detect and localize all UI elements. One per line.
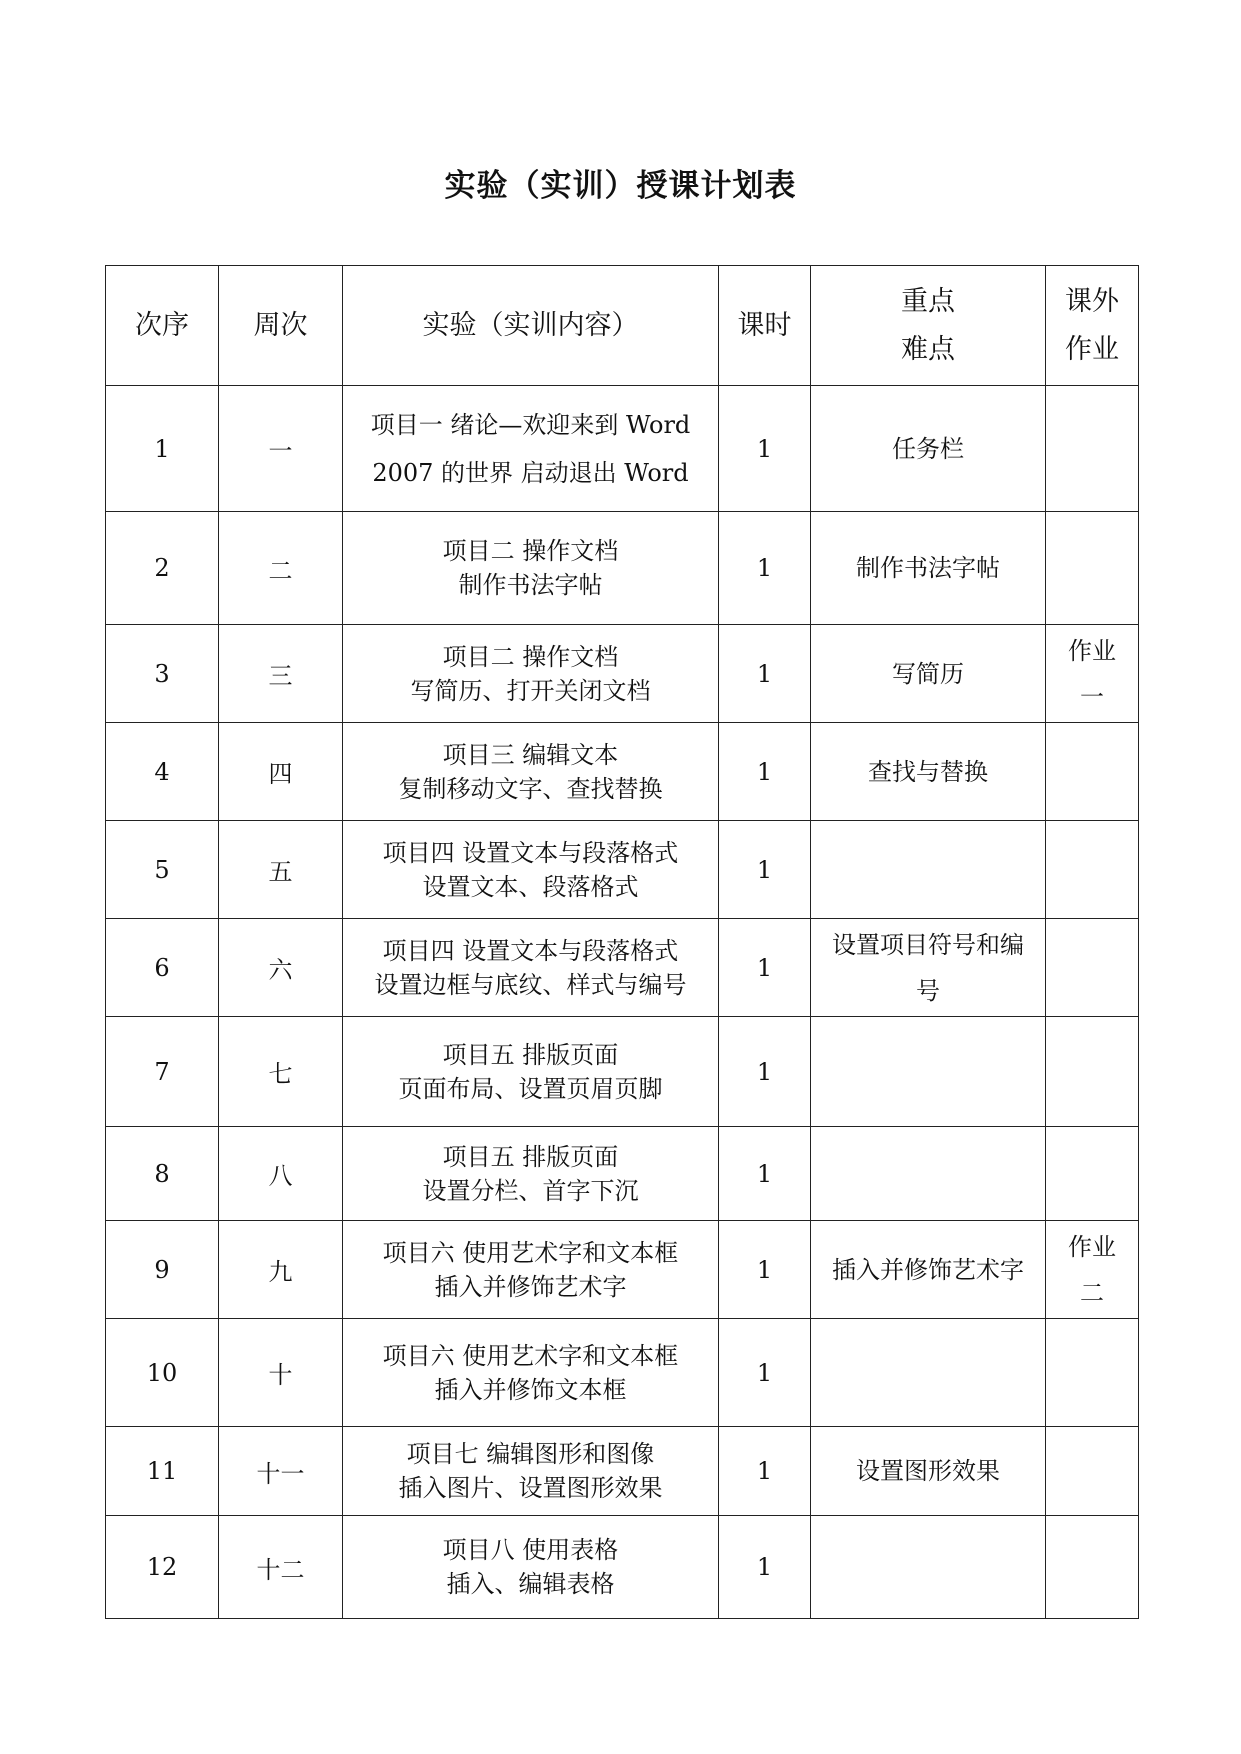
cell-homework (1046, 386, 1139, 512)
cell-content-line1: 项目四 设置文本与段落格式 (382, 936, 679, 965)
cell-focus-line1: 制作书法字帖 (856, 554, 1000, 582)
cell-homework (1046, 1221, 1139, 1319)
cell-focus (811, 919, 1046, 1017)
cell-content (343, 1427, 719, 1516)
header-focus (811, 266, 1046, 386)
cell-focus-line2: 号 (916, 976, 940, 1005)
cell-focus (811, 1221, 1046, 1319)
header-hours: 课时 (719, 266, 811, 386)
cell-content (343, 1127, 719, 1221)
header-index: 次序 (106, 266, 219, 386)
cell-week: 九 (219, 1221, 343, 1319)
table-row (106, 512, 1139, 625)
cell-week: 十二 (219, 1516, 343, 1619)
table-row (106, 386, 1139, 512)
cell-focus (811, 512, 1046, 625)
cell-content-line2: 设置分栏、首字下沉 (422, 1176, 639, 1205)
cell-hours: 1 (719, 1427, 811, 1516)
cell-week: 八 (219, 1127, 343, 1221)
cell-homework-line1: 作业 (1068, 1232, 1116, 1261)
header-week: 周次 (219, 266, 343, 386)
header-focus-line1: 重点 (901, 285, 955, 317)
cell-index: 3 (106, 625, 219, 723)
cell-content-line2: 页面布局、设置页眉页脚 (398, 1074, 663, 1103)
table-row (106, 1127, 1139, 1221)
cell-content (343, 1319, 719, 1427)
cell-week: 十 (219, 1319, 343, 1427)
cell-content (343, 386, 719, 512)
cell-hours: 1 (719, 1516, 811, 1619)
cell-index: 8 (106, 1127, 219, 1221)
cell-content-line1: 项目五 排版页面 (442, 1142, 619, 1171)
cell-focus-line1: 写简历 (892, 659, 964, 688)
cell-index: 2 (106, 512, 219, 625)
table-row (106, 821, 1139, 919)
cell-content-line1: 项目四 设置文本与段落格式 (382, 838, 679, 867)
cell-content-line2: 设置边框与底纹、样式与编号 (374, 970, 687, 999)
cell-index: 11 (106, 1427, 219, 1516)
header-homework-line1: 课外 (1065, 285, 1119, 317)
cell-focus (811, 625, 1046, 723)
page-title: 实验（实训）授课计划表 (444, 168, 797, 204)
cell-homework (1046, 1127, 1139, 1221)
cell-week: 二 (219, 512, 343, 625)
cell-content-line2: 2007 的世界 启动退出 Word (372, 458, 689, 487)
cell-hours: 1 (719, 1127, 811, 1221)
cell-content-line2: 设置文本、段落格式 (422, 872, 639, 901)
cell-content-line2: 插入、编辑表格 (446, 1570, 615, 1598)
header-content: 实验（实训内容） (343, 266, 719, 386)
cell-content-line1: 项目一 绪论—欢迎来到 Word (370, 410, 691, 439)
cell-hours: 1 (719, 386, 811, 512)
cell-focus (811, 386, 1046, 512)
cell-content (343, 625, 719, 723)
cell-content-line2: 复制移动文字、查找替换 (398, 774, 663, 803)
cell-homework-line1: 作业 (1068, 636, 1116, 665)
cell-content-line1: 项目八 使用表格 (442, 1536, 619, 1564)
cell-focus-line1: 设置项目符号和编 (832, 930, 1024, 959)
cell-focus (811, 723, 1046, 821)
cell-homework-line2: 二 (1080, 1278, 1104, 1307)
cell-focus (811, 1319, 1046, 1427)
header-homework-line2: 作业 (1065, 333, 1119, 365)
cell-focus (811, 1017, 1046, 1127)
cell-homework (1046, 821, 1139, 919)
cell-homework (1046, 723, 1139, 821)
cell-homework (1046, 1516, 1139, 1619)
cell-focus-line1: 任务栏 (892, 434, 964, 463)
cell-hours: 1 (719, 821, 811, 919)
cell-homework (1046, 919, 1139, 1017)
cell-hours: 1 (719, 512, 811, 625)
cell-content-line2: 插入图片、设置图形效果 (398, 1474, 663, 1502)
cell-homework (1046, 1319, 1139, 1427)
cell-content (343, 821, 719, 919)
cell-hours: 1 (719, 919, 811, 1017)
cell-week: 七 (219, 1017, 343, 1127)
cell-hours: 1 (719, 625, 811, 723)
cell-content-line1: 项目六 使用艺术字和文本框 (382, 1341, 679, 1370)
cell-index: 5 (106, 821, 219, 919)
table-row (106, 1427, 1139, 1516)
cell-content-line1: 项目二 操作文档 (442, 537, 619, 565)
cell-focus (811, 1127, 1046, 1221)
table-row (106, 723, 1139, 821)
cell-week: 三 (219, 625, 343, 723)
cell-content-line2: 制作书法字帖 (458, 571, 603, 599)
cell-hours: 1 (719, 1221, 811, 1319)
cell-focus-line1: 查找与替换 (868, 757, 988, 786)
cell-content-line2: 写简历、打开关闭文档 (410, 676, 651, 705)
table-row (106, 1221, 1139, 1319)
cell-hours: 1 (719, 1319, 811, 1427)
cell-index: 1 (106, 386, 219, 512)
table-row (106, 919, 1139, 1017)
cell-homework (1046, 625, 1139, 723)
cell-content-line1: 项目二 操作文档 (442, 642, 619, 671)
cell-index: 12 (106, 1516, 219, 1619)
cell-content (343, 1516, 719, 1619)
cell-index: 6 (106, 919, 219, 1017)
cell-focus-line1: 插入并修饰艺术字 (832, 1255, 1024, 1284)
table-header-row (106, 266, 1139, 386)
cell-week: 十一 (219, 1427, 343, 1516)
table-row (106, 625, 1139, 723)
cell-week: 一 (219, 386, 343, 512)
cell-content (343, 723, 719, 821)
cell-content-line1: 项目五 排版页面 (442, 1040, 619, 1069)
cell-index: 9 (106, 1221, 219, 1319)
cell-content (343, 1017, 719, 1127)
header-focus-line2: 难点 (901, 333, 955, 365)
cell-week: 六 (219, 919, 343, 1017)
cell-content-line1: 项目六 使用艺术字和文本框 (382, 1238, 679, 1267)
cell-focus-line1: 设置图形效果 (856, 1457, 1000, 1485)
header-homework (1046, 266, 1139, 386)
table-row (106, 1017, 1139, 1127)
cell-content (343, 512, 719, 625)
cell-homework (1046, 1017, 1139, 1127)
cell-homework (1046, 1427, 1139, 1516)
cell-focus (811, 1516, 1046, 1619)
teaching-plan-table (105, 265, 1139, 1619)
table-row (106, 1319, 1139, 1427)
cell-week: 五 (219, 821, 343, 919)
cell-content-line1: 项目三 编辑文本 (442, 740, 619, 769)
cell-content-line2: 插入并修饰艺术字 (434, 1272, 627, 1301)
cell-hours: 1 (719, 723, 811, 821)
cell-content-line1: 项目七 编辑图形和图像 (406, 1440, 655, 1468)
cell-focus (811, 1427, 1046, 1516)
cell-week: 四 (219, 723, 343, 821)
cell-content-line2: 插入并修饰文本框 (434, 1375, 627, 1404)
cell-homework (1046, 512, 1139, 625)
cell-index: 10 (106, 1319, 219, 1427)
cell-content (343, 919, 719, 1017)
cell-hours: 1 (719, 1017, 811, 1127)
cell-index: 7 (106, 1017, 219, 1127)
table-row (106, 1516, 1139, 1619)
cell-content (343, 1221, 719, 1319)
cell-focus (811, 821, 1046, 919)
cell-homework-line2: 一 (1080, 682, 1104, 711)
cell-index: 4 (106, 723, 219, 821)
